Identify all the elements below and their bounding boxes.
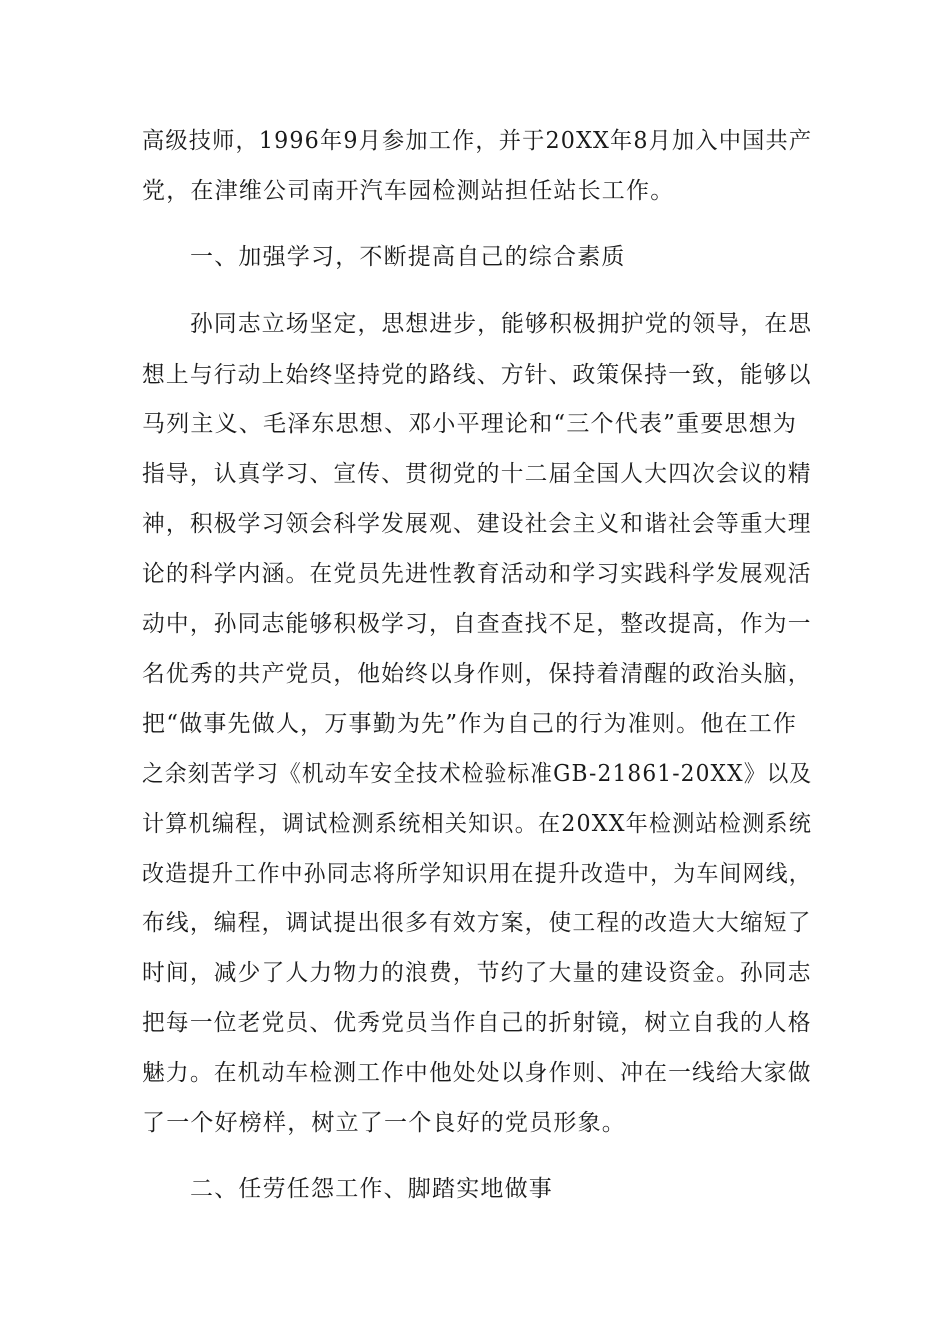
text-line: 布线，编程，调试提出很多有效方案，使工程的改造大大缩短了 (142, 910, 812, 936)
text-line: 论的科学内涵。在党员先进性教育活动和学习实践科学发展观活 (142, 561, 812, 587)
section-heading-2: 二、任劳任怨工作、脚踏实地做事 (190, 1176, 553, 1202)
text-line: 把每一位老党员、优秀党员当作自己的折射镜，树立自我的人格 (142, 1010, 812, 1036)
text-line: 改造提升工作中孙同志将所学知识用在提升改造中，为车间网线， (142, 861, 812, 887)
text-line: 之余刻苦学习《机动车安全技术检验标准GB-21861-20XX》以及 (142, 761, 813, 787)
text-line: 时间，减少了人力物力的浪费，节约了大量的建设资金。孙同志 (142, 960, 812, 986)
paragraph-first-line: 孙同志立场坚定，思想进步，能够积极拥护党的领导，在思 (190, 311, 813, 337)
text-line: 把“做事先做人，万事勤为先”作为自己的行为准则。他在工作 (142, 711, 798, 737)
text-line: 魅力。在机动车检测工作中他处处以身作则、冲在一线给大家做 (142, 1060, 812, 1086)
section-heading-1: 一、加强学习，不断提高自己的综合素质 (190, 244, 626, 270)
text-line: 党，在津维公司南开汽车园检测站担任站长工作。 (142, 178, 675, 204)
text-line: 想上与行动上始终坚持党的路线、方针、政策保持一致，能够以 (142, 362, 812, 388)
text-line: 动中，孙同志能够积极学习，自查查找不足，整改提高，作为一 (142, 611, 812, 637)
text-line: 指导，认真学习、宣传、贯彻党的十二届全国人大四次会议的精 (142, 461, 812, 487)
text-line: 名优秀的共产党员，他始终以身作则，保持着清醒的政治头脑， (142, 661, 812, 687)
text-line: 了一个好榜样，树立了一个良好的党员形象。 (142, 1110, 626, 1136)
text-line: 马列主义、毛泽东思想、邓小平理论和“三个代表”重要思想为 (142, 411, 798, 437)
text-line: 高级技师，1996年9月参加工作，并于20XX年8月加入中国共产 (142, 128, 813, 154)
text-line: 神，积极学习领会科学发展观、建设社会主义和谐社会等重大理 (142, 511, 812, 537)
text-line: 计算机编程，调试检测系统相关知识。在20XX年检测站检测系统 (142, 811, 812, 837)
